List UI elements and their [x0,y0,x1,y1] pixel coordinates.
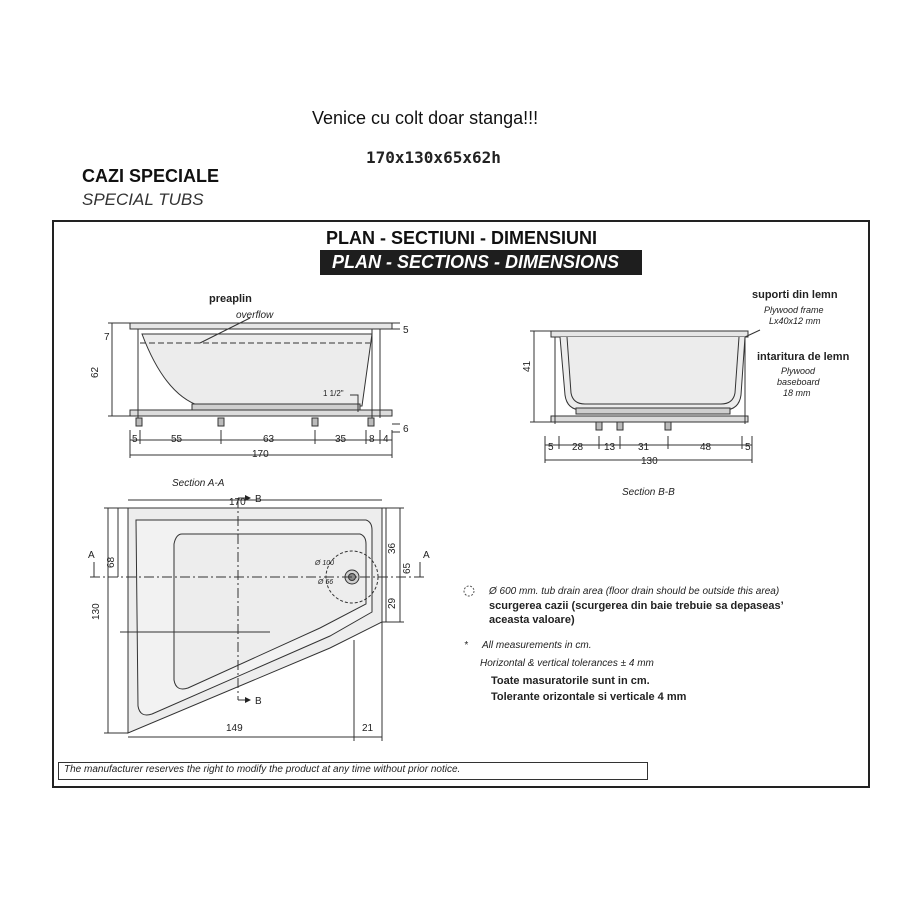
section-aa-bottom-dim-3: 63 [263,434,275,445]
section-aa-bottom-dim-2: 55 [171,434,183,445]
section-aa-foot [312,418,318,426]
section-aa-bottom-dim-6: 4 [383,434,389,445]
legend-drain-area-ro-1: scurgerea cazii (scurgerea din baie trebuie sa depaseas’ [489,600,784,612]
board-label-en-3: 18 mm [783,388,811,398]
section-aa-bottom-dim-1: 5 [132,434,138,445]
support-label-en-1: Plywood frame [764,305,824,315]
legend-tolerance-en: Horizontal & vertical tolerances ± 4 mm [480,658,654,669]
note-title: Venice cu colt doar stanga!!! [312,108,539,128]
section-bb-foot [617,422,623,430]
board-label-en-1: Plywood [781,366,816,376]
plan-left-upper: 68 [106,556,117,568]
note-dimensions: 170x130x65x62h [366,148,501,167]
section-aa-frame [130,410,392,416]
sheet-header-en: PLAN - SECTIONS - DIMENSIONS [332,252,620,272]
legend-drain-area-en: Ø 600 mm. tub drain area (floor drain should be outside this area) [489,586,780,597]
section-bb-bottom-dim-4: 31 [638,442,650,453]
legend-bullet: * [464,640,468,651]
section-bb-bottom-dim-5: 48 [700,442,712,453]
plan-right-upper: 36 [387,542,398,554]
section-aa-rim [130,323,392,329]
legend-measure-ro: Toate masuratorile sunt in cm. [491,675,650,687]
section-aa-dim-height: 62 [90,366,101,378]
plan-marker-a-left: A [88,550,95,561]
section-aa-dim-base: 6 [403,424,409,435]
sheet-header-ro: PLAN - SECTIUNI - DIMENSIUNI [326,228,598,248]
support-label-en-2: Lx40x12 mm [769,316,821,326]
section-aa-foot [136,418,142,426]
section-bb-foot [596,422,602,430]
section-bb-total-width: 130 [641,456,658,467]
section-bb-dim-height: 41 [522,360,533,372]
section-aa-foot [368,418,374,426]
legend-tolerance-ro: Tolerante orizontale si verticale 4 mm [491,691,687,703]
legend-drain-area-ro-2: aceasta valoare) [489,614,575,626]
board-label-ro: intaritura de lemn [757,351,850,363]
section-bb-rim [551,331,748,337]
section-aa-drawing [108,318,400,458]
support-label-ro: suporti din lemn [752,289,838,301]
plan-right-total: 65 [402,562,413,574]
section-aa-dim-rim: 7 [104,332,110,343]
plan-marker-b-bottom: B [255,696,262,707]
section-bb-caption: Section B-B [622,487,675,498]
section-bb-tub-body [560,337,745,410]
section-bb-frame [551,416,748,422]
disclaimer-text: The manufacturer reserves the right to modify the product at any time without prior notice. [64,764,461,775]
section-bb-bottom-dim-1: 5 [548,442,554,453]
section-aa-base-hatch [192,404,360,410]
section-bb-bottom-dim-2: 28 [572,442,584,453]
section-aa-drain-size: 1 1/2" [323,389,344,398]
plan-right-lower: 29 [387,597,398,609]
plan-bottom-length: 149 [226,723,243,734]
category-title-en: SPECIAL TUBS [82,190,204,209]
section-aa-caption: Section A-A [172,478,225,489]
section-aa-total-length: 170 [252,449,269,460]
overflow-label-en: overflow [236,310,274,321]
section-aa-bottom-dim-4: 35 [335,434,347,445]
category-title-ro: CAZI SPECIALE [82,166,220,186]
board-label-en-2: baseboard [777,377,820,387]
section-bb-base-hatch [576,408,730,414]
overflow-label-ro: preaplin [209,293,252,305]
section-aa-foot [218,418,224,426]
legend-measure-en: All measurements in cm. [482,640,592,651]
section-bb-bottom-dim-3: 13 [604,442,616,453]
plan-marker-a-right: A [423,550,430,561]
plan-drain-outer-label: Ø 100 [315,560,335,567]
plan-drain-inner-label: Ø 56 [318,579,334,586]
legend [464,586,784,703]
plan-corner-cut: 21 [362,723,374,734]
plan-top-length: 170 [229,497,246,508]
section-bb-bottom-dim-6: 5 [745,442,751,453]
section-bb-foot [665,422,671,430]
plan-left-total: 130 [91,603,102,620]
section-aa-dim-top-right: 5 [403,325,409,336]
section-aa-bottom-dim-5: 8 [369,434,375,445]
drain-area-legend-icon [464,586,474,596]
plan-marker-b-top: B [255,494,262,505]
